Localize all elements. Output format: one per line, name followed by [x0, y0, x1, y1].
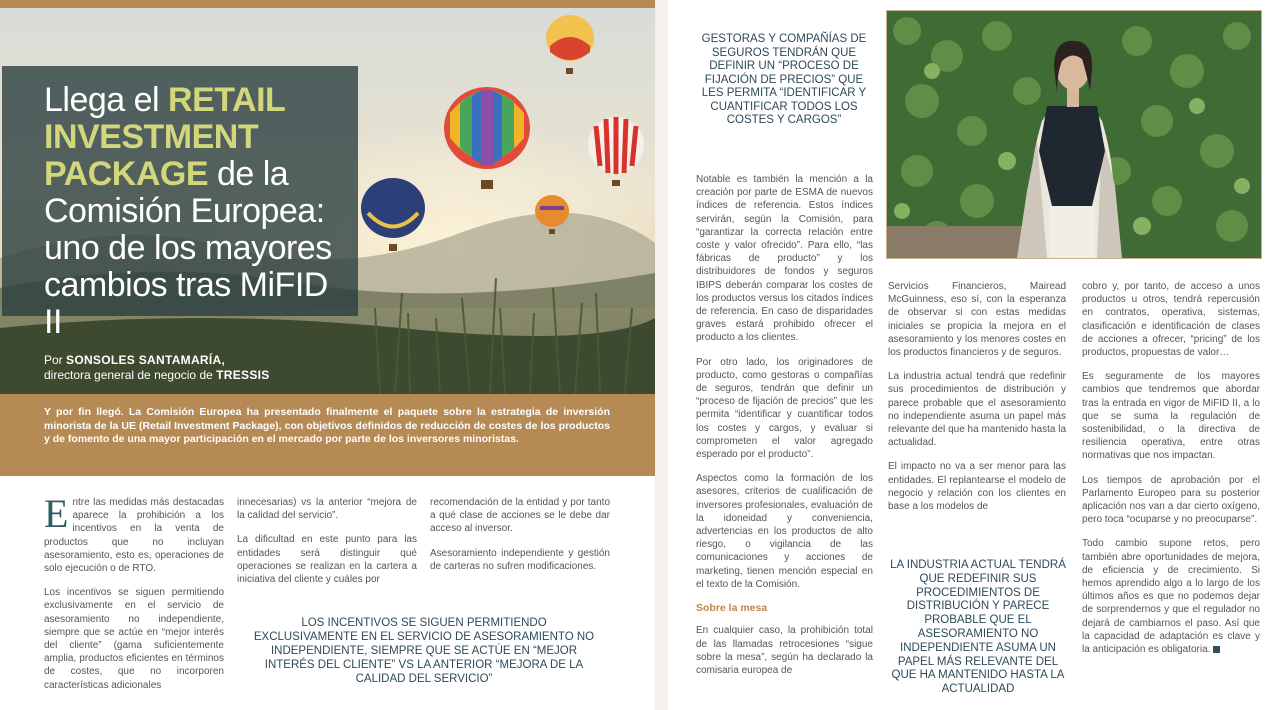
pull-quote-right-mid: LA INDUSTRIA ACTUAL TENDRÁ QUE REDEFINIR SUS PROCEDIMIENTOS DE DISTRIBUCIÓN Y PARECE PROBABLE QUE EL ASESORAMIENTO NO INDEPENDIENTE ASUMA UN PAPEL MÁS RELEVANTE DEL QUE HA MANTENIDO HASTA LA ACTUALIDAD — [890, 559, 1066, 696]
paragraph: En cualquier caso, la prohibición total de las llamadas retrocesiones “sigue sobre la mesa”, según ha declarado la comisaria europea de — [696, 625, 873, 676]
paragraph: cobro y, por tanto, de acceso a unos productos u otros, tendrá repercusión en contratos, operativa, sistemas, clasificación e identificación de clases de acciones a ofrecer, “pricing” de los productos, propuestas de valor… — [1082, 281, 1260, 359]
paragraph: La dificultad en este punto para las entidades será distinguir qué operaciones se realizan en la cartera a iniciativa del cliente y cuáles por — [237, 534, 417, 586]
paragraph: recomendación de la entidad y por tanto a qué clase de acciones se le debe dar acceso al inversor. — [430, 497, 610, 535]
author-photo — [886, 10, 1262, 259]
top-accent-stripe — [0, 0, 655, 8]
title-highlight: RETAIL INVESTMENT PACKAGE — [44, 81, 285, 193]
article-title — [44, 82, 354, 341]
left-column-3 — [430, 496, 610, 584]
paragraph: Aspectos como la formación de los asesores, criterios de cualificación de inversores profesionales, evaluación de la idoneidad y conveniencia, advertencias en los productos de alto riesgo, o vigilancia de las comunicaciones y acciones de marketing, tienen mención especial en el texto de la Comisión. — [696, 473, 873, 590]
paragraph: Notable es también la mención a la creación por parte de ESMA de nuevos índices de referencia. Estos índices servirán, según la Comisión, para “garantizar la correcta relación entre coste y valor ofrecido”. Para ello, “las fábricas de producto” y los distribuidores de fondos y seguros IBIPS deberán comparar los costes de los productos versus los citados índices de referencia. En caso de disparidades graves estará prohibido ofrecer el producto a los clientes. — [696, 174, 873, 344]
title-overlay — [2, 66, 358, 341]
paragraph: Por otro lado, los originadores de producto, como gestoras o compañías de seguros, tendrán que definir un “proceso de fijación de precios” que les permita “identificar y cuantificar todos los costes y cargos, y evaluar si comprometen el valor agregado esperado por el producto”. — [696, 356, 873, 461]
paragraph: ntre las medidas más destacadas aparece la prohibición a los incentivos en la venta de productos que no incluyan asesoramiento, esto es, operaciones de solo ejecución o de RTO. — [44, 497, 224, 575]
paragraph: Los incentivos se siguen permitiendo exclusivamente en el servicio de asesoramiento no independiente, siempre que se actúe en “mejor interés del cliente” (gama suficientemente amplia, productos eficientes en términos de costes, que no incorporen características adicionales — [44, 587, 224, 691]
byline-by: Por — [44, 353, 67, 367]
pull-quote-left: LOS INCENTIVOS SE SIGUEN PERMITIENDO EXCLUSIVAMENTE EN EL SERVICIO DE ASESORAMIENTO NO INDEPENDIENTE, SIEMPRE QUE SE ACTÚE EN “MEJOR INTERÉS DEL CLIENTE” VS LA ANTERIOR “MEJORA DE LA CALIDAD DEL SERVICIO” — [253, 617, 595, 685]
left-column-1 — [44, 491, 224, 703]
hero-image-balloons — [0, 8, 655, 394]
paragraph: Asesoramiento independiente y gestión de carteras no sufren modificaciones. — [430, 547, 610, 572]
title-post: de la Comisión Europea: uno de los mayores cambios tras MiFID II — [44, 155, 332, 341]
right-column-1 — [696, 173, 873, 688]
paragraph: La industria actual tendrá que redefinir sus procedimientos de distribución y parece probable que el asesoramiento no independiente asuma un papel más relevante del que ha mantenido hasta la actualidad. — [888, 371, 1066, 449]
byline-role: directora general de negocio de — [44, 368, 217, 382]
paragraph: Servicios Financieros, Mairead McGuinness, eso sí, con la esperanza de observar si con estas medidas iniciales se propicia la mejora en el asesoramiento y los menores costes en los productos financieros y de seguros. — [888, 281, 1066, 359]
byline-company: TRESSIS — [216, 368, 270, 382]
section-heading: Sobre la mesa — [696, 602, 768, 615]
lead-text: Y por fin llegó. La Comisión Europea ha presentado finalmente el paquete sobre la estrategia de inversión minorista de la UE (Retail Investment Package), con objetivos definidos de reducción de costes de los productos y de fomento de una mayor participación en el mercado por parte de los inversores minoristas. — [44, 406, 610, 445]
right-column-2 — [888, 280, 1066, 524]
title-pre: Llega el — [44, 81, 169, 119]
drop-cap: E — [44, 491, 69, 536]
lead-box — [0, 394, 655, 476]
left-column-2 — [237, 496, 417, 597]
byline-author: SONSOLES SANTAMARÍA, — [66, 353, 226, 367]
paragraph: Los tiempos de aprobación por el Parlamento Europeo para su posterior aplicación nos van a dar cierto oxígeno, pero toca “ocuparse y no preocuparse”. — [1082, 474, 1260, 526]
paragraph: innecesarias) vs la anterior “mejora de la calidad del servicio”. — [237, 497, 417, 522]
paragraph: El impacto no va a ser menor para las entidades. El replantearse el modelo de negocio y relación con los clientes en base a los modelos de — [888, 461, 1066, 513]
paragraph: Es seguramente de los mayores cambios que tendremos que abordar tras la entrada en vigor de MiFID II, a lo que se suma la regulación de sostenibilidad, o la directiva de resiliencia operativa, entre otras normativas que nos impactan. — [1082, 371, 1260, 462]
end-of-article-mark — [1213, 646, 1220, 653]
pull-quote-right-top: GESTORAS Y COMPAÑÍAS DE SEGUROS TENDRÁN QUE DEFINIR UN “PROCESO DE FIJACIÓN DE PRECIOS” QUE LES PERMITA “IDENTIFICAR Y CUANTIFICAR TODOS LOS COSTES Y CARGOS” — [701, 33, 867, 126]
right-column-3 — [1082, 280, 1260, 667]
paragraph: Todo cambio supone retos, pero también abre oportunidades de mejora, de eficiencia y de crecimiento. Si hemos aprendido algo a lo largo de los últimos años es que no podemos dejar de sorprendernos y que el regulador no dejará de cambiarnos el paso. Así que la capacidad de adaptación es clave y la anticipación es obligatoria. — [1082, 538, 1260, 656]
portrait-against-ivy-illustration — [887, 11, 1261, 258]
byline — [44, 353, 270, 383]
